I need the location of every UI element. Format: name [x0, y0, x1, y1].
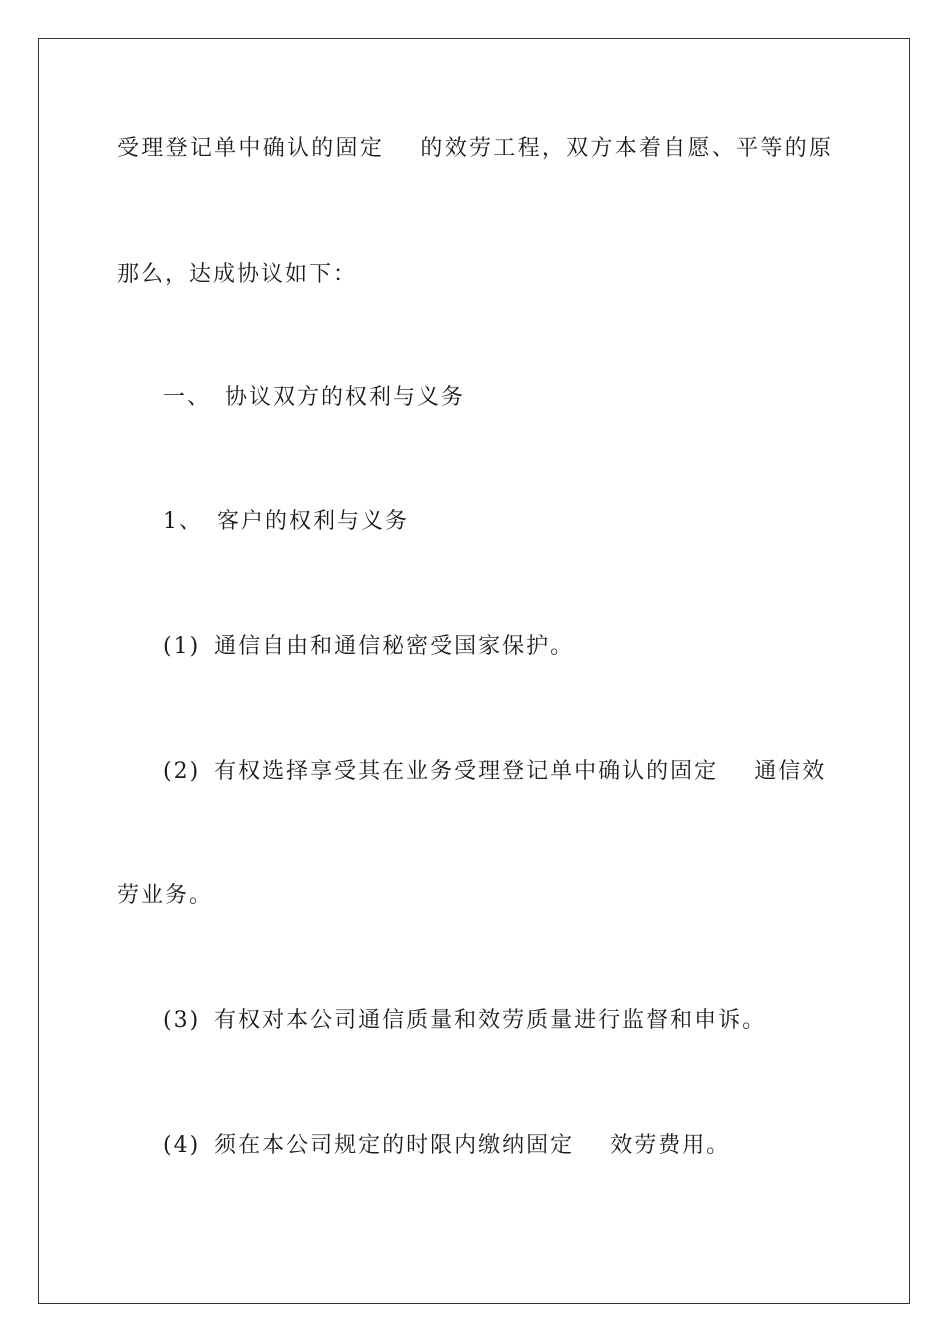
heading-text: 客户的权利与义务 — [217, 509, 410, 534]
paragraph-line: 劳业务。 — [117, 883, 214, 908]
item-text: 须在本公司规定的时限内缴纳固定 — [214, 1133, 575, 1158]
item-text: 通信效 — [754, 759, 827, 784]
text-fragment: 的效劳工程，双方本着自愿、平等的原 — [420, 136, 833, 161]
list-item — [163, 1006, 766, 1036]
heading-number: 一、 — [163, 385, 212, 410]
item-number: (2) — [163, 759, 201, 784]
item-text: 通信自由和通信秘密受国家保护。 — [214, 634, 575, 659]
item-number: (4) — [163, 1133, 201, 1158]
page-border — [38, 38, 910, 1304]
item-text: 有权选择享受其在业务受理登记单中确认的固定 — [214, 759, 719, 784]
list-item — [163, 632, 574, 662]
list-item — [163, 757, 826, 787]
item-text: 有权对本公司通信质量和效劳质量进行监督和申诉。 — [214, 1008, 767, 1033]
item-number: (3) — [163, 1008, 201, 1033]
heading-text: 协议双方的权利与义务 — [225, 385, 466, 410]
section-heading — [163, 383, 465, 413]
list-item — [163, 1131, 730, 1161]
heading-number: 1、 — [163, 509, 203, 534]
item-text: 效劳费用。 — [610, 1133, 731, 1158]
subsection-heading — [163, 507, 409, 537]
text-fragment: 受理登记单中确认的固定 — [117, 136, 385, 161]
item-number: (1) — [163, 634, 201, 659]
paragraph-line — [117, 134, 833, 164]
paragraph-line: 那么，达成协议如下： — [117, 262, 358, 287]
